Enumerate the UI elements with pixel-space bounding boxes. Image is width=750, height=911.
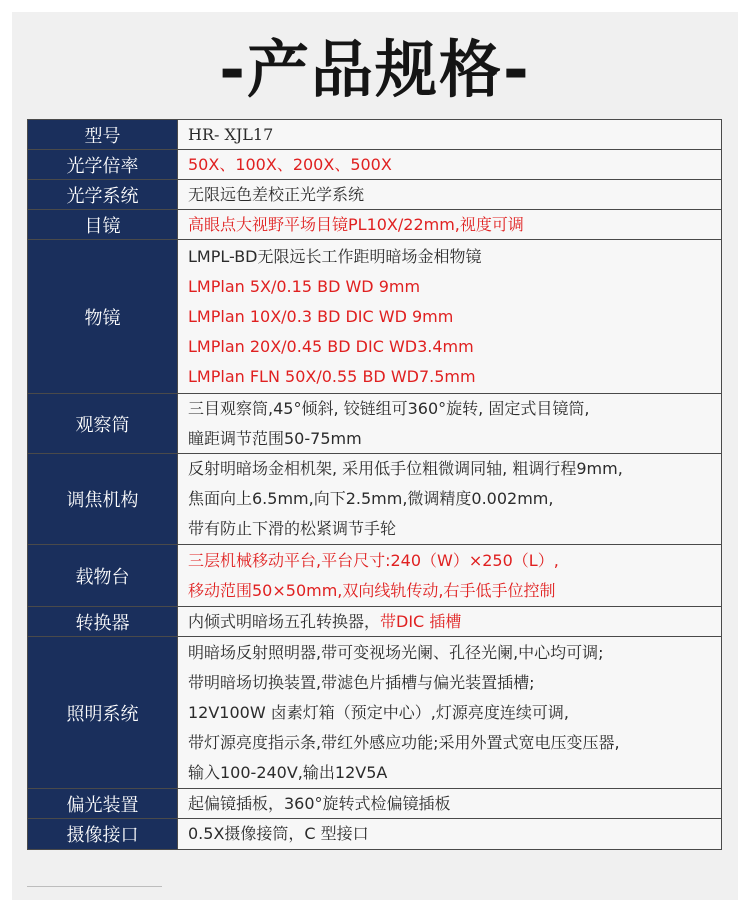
spec-value-line: 带有防止下滑的松紧调节手轮 (188, 519, 397, 538)
spec-label: 摄像接口 (28, 819, 178, 849)
spec-label: 光学系统 (28, 180, 178, 209)
spec-label: 偏光装置 (28, 789, 178, 818)
spec-value-line: LMPlan 10X/0.3 BD DIC WD 9mm (188, 306, 454, 326)
spec-value (178, 789, 721, 818)
spec-value-line: 焦面向上6.5mm,向下2.5mm,微调精度0.002mm, (188, 489, 554, 508)
spec-value-line: 12V100W 卤素灯箱（预定中心）,灯源亮度连续可调, (188, 702, 569, 722)
spec-value-line: 50X、100X、200X、500X (188, 154, 392, 174)
spec-value-line (188, 607, 711, 637)
spec-value-line: 输入100-240V,输出12V5A (188, 762, 388, 782)
spec-value-line: 带灯源亮度指示条,带红外感应功能;采用外置式宽电压变压器, (188, 732, 620, 752)
spec-value-line: HR- XJL17 (188, 124, 274, 144)
spec-value-segment: 内倾式明暗场五孔转换器， (188, 611, 381, 631)
spec-label: 载物台 (28, 545, 178, 606)
spec-value (178, 240, 721, 393)
spec-label: 照明系统 (28, 637, 178, 788)
spec-row-polarizer (28, 789, 721, 819)
spec-label: 观察筒 (28, 394, 178, 453)
spec-row-model (28, 120, 721, 150)
spec-value-segment: 带DIC 插槽 (380, 611, 462, 631)
spec-value-line: 移动范围50×50mm,双向线轨传动,右手低手位控制 (188, 580, 556, 600)
spec-value (178, 607, 721, 636)
spec-row-magnification (28, 150, 721, 180)
spec-row-optical-system (28, 180, 721, 210)
spec-value-line: 三层机械移动平台,平台尺寸:240（W）×250（L）, (188, 550, 559, 570)
spec-value (178, 180, 721, 209)
spec-row-illumination (28, 637, 721, 789)
spec-sheet (12, 12, 738, 900)
spec-value (178, 819, 721, 849)
spec-value-line: LMPlan FLN 50X/0.55 BD WD7.5mm (188, 366, 476, 386)
spec-value-line: 高眼点大视野平场目镜PL10X/22mm,视度可调 (188, 214, 524, 234)
spec-table (27, 119, 722, 850)
spec-row-viewing-tube (28, 394, 721, 454)
spec-row-camera-interface (28, 819, 721, 849)
spec-value-line: 瞳距调节范围50-75mm (188, 428, 362, 448)
spec-value (178, 210, 721, 239)
spec-row-stage (28, 545, 721, 607)
spec-value (178, 545, 721, 606)
spec-label: 光学倍率 (28, 150, 178, 179)
spec-value (178, 454, 721, 544)
spec-value (178, 120, 721, 149)
spec-label: 调焦机构 (28, 454, 178, 544)
footer-divider (27, 886, 162, 887)
spec-value-line: LMPL-BD无限远长工作距明暗场金相物镜 (188, 246, 482, 266)
spec-value (178, 150, 721, 179)
spec-label: 物镜 (28, 240, 178, 393)
spec-row-nosepiece (28, 607, 721, 637)
spec-value-line: 反射明暗场金相机架, 采用低手位粗微调同轴, 粗调行程9mm, (188, 459, 623, 478)
spec-row-objective (28, 240, 721, 394)
spec-label: 型号 (28, 120, 178, 149)
page-title: -产品规格- (219, 33, 531, 106)
spec-row-focus-mechanism (28, 454, 721, 545)
spec-value (178, 637, 721, 788)
spec-label: 目镜 (28, 210, 178, 239)
spec-value-line: 起偏镜插板，360°旋转式检偏镜插板 (188, 793, 451, 813)
spec-value (178, 394, 721, 453)
spec-value-line: 三目观察筒,45°倾斜, 铰链组可360°旋转, 固定式目镜筒, (188, 398, 590, 418)
spec-row-eyepiece (28, 210, 721, 240)
spec-value-line: 0.5X摄像接筒，C 型接口 (188, 824, 369, 843)
spec-value-line: LMPlan 20X/0.45 BD DIC WD3.4mm (188, 336, 474, 356)
spec-value-line: 带明暗场切换装置,带滤色片插槽与偏光装置插槽; (188, 672, 535, 692)
spec-value-line: 无限远色差校正光学系统 (188, 184, 365, 204)
spec-value-line: LMPlan 5X/0.15 BD WD 9mm (188, 276, 421, 296)
spec-value-line: 明暗场反射照明器,带可变视场光阑、孔径光阑,中心均可调; (188, 642, 604, 662)
spec-label: 转换器 (28, 607, 178, 636)
